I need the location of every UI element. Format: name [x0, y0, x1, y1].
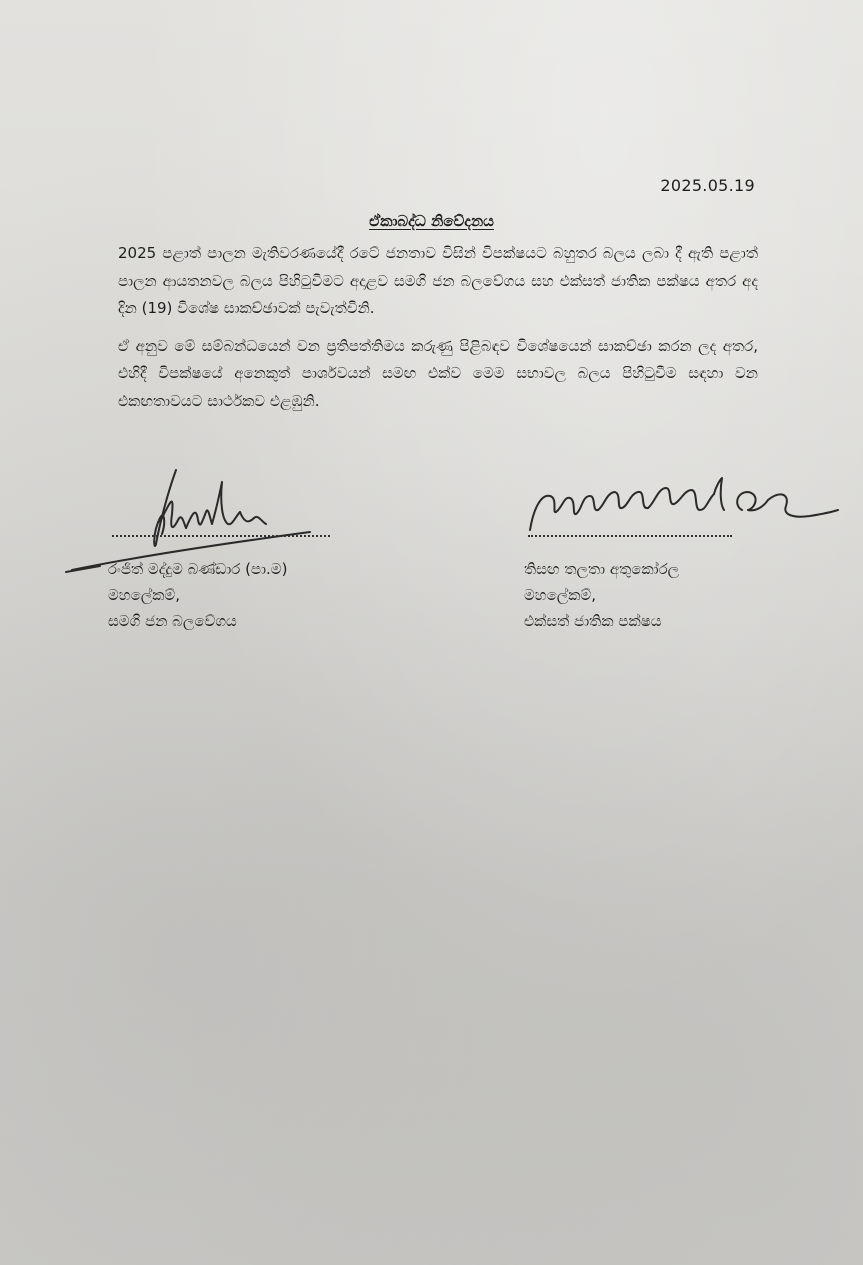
document-body	[118, 240, 758, 425]
paragraph-2: ඒ අනුව මේ සම්බන්ධයෙන් වන ප්‍රතිපත්තිමය කරුණු පිළිබඳව විශේෂයෙන් සාකච්ඡා කරන ලද අතර, එහිදී විපක්ෂයේ අනෙකුත් පාර්ශවයන් සමඟ එක්ව මෙම සභාවල බලය පිහිටුවීම සඳහා වන එකඟතාවයට සාර්ථකව එළඹුනි.	[118, 336, 758, 410]
document-title: ඒකාබද්ධ නිවේදනය	[369, 212, 494, 230]
signatory-left-name: රංජිත් මද්දුම බණ්ඩාර (පා.ම)	[108, 560, 288, 578]
signatory-right	[524, 556, 679, 634]
document-date: 2025.05.19	[660, 176, 755, 195]
signatory-left-organization: සමගි ජන බලවේගය	[108, 612, 237, 630]
signatory-right-role: මහලේකම්,	[524, 586, 596, 604]
signatory-left	[108, 556, 287, 634]
signatory-left-role: මහලේකම්,	[108, 586, 180, 604]
signature-right	[520, 470, 845, 550]
signatory-right-name: තිසඟ තලතා අතුකෝරල	[524, 560, 680, 578]
signatory-right-organization: එක්සත් ජාතික පක්ෂය	[524, 612, 662, 630]
paragraph-1: 2025 පළාත් පාලන මැතිවරණයේදී රටේ ජනතාව විසින් විපක්ෂයට බහුතර බලය ලබා දී ඇති පළාත් පාලන ආයතනවල බලය පිහිටුවීමට අදාළව සමගි ජන බලවේගය සහ එක්සත් ජාතික පක්ෂය අතර අද දින (19) විශේෂ සාකච්ඡාවක් පැවැත්විනි.	[118, 244, 758, 317]
